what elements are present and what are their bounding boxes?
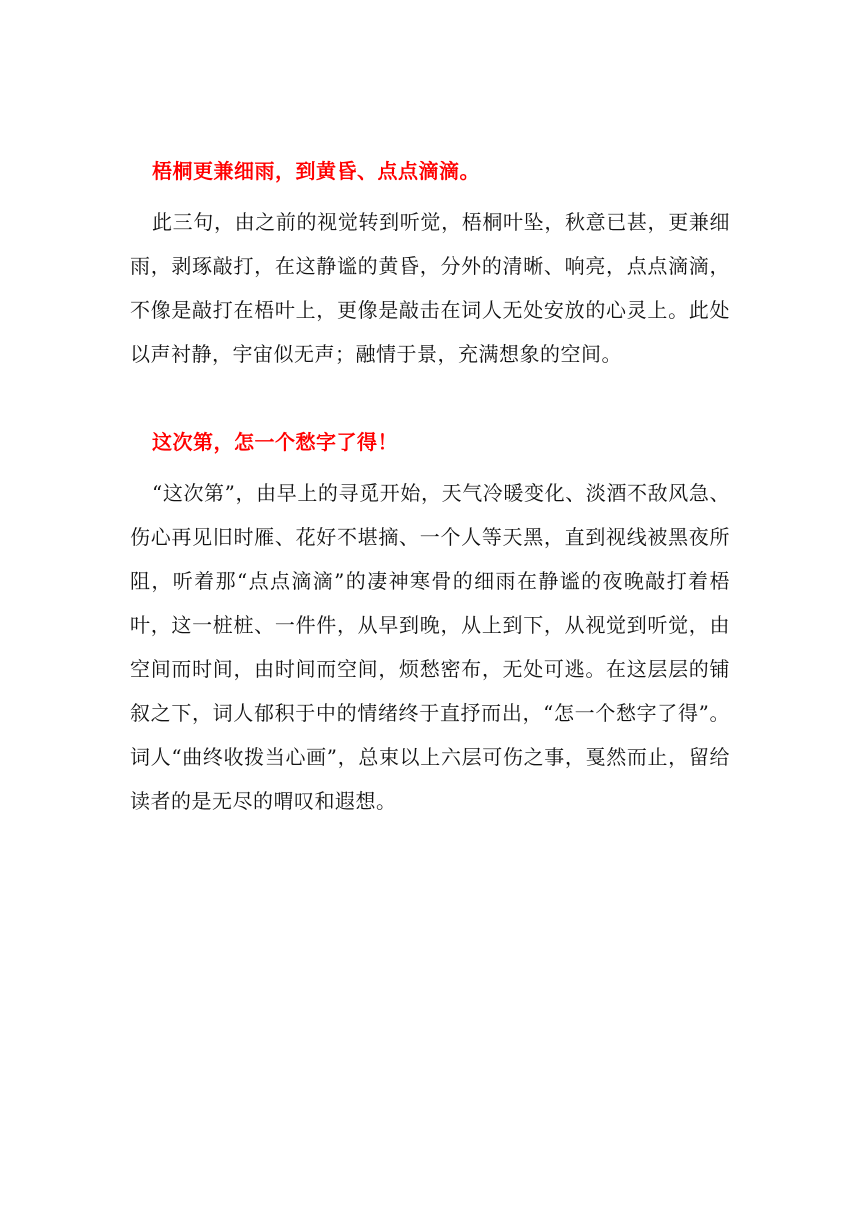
section-heading: 梧桐更兼细雨，到黄昏、点点滴滴。 (152, 159, 480, 183)
section-wutong (130, 150, 730, 376)
section-paragraph: “这次第”，由早上的寻觅开始，天气冷暖变化、淡酒不敌风急、伤心再见旧时雁、花好不堪摘、一个人等天黑，直到视线被黑夜所阻，听着那“点点滴滴”的凄神寒骨的细雨在静谧的夜晚敲打着梧叶，这一桩桩、一件件，从早到晚，从上到下，从视觉到听觉，由空间而时间，由时间而空间，烦愁密布，无处可逃。在这层层的铺叙之下，词人郁积于中的情绪终于直抒而出，“怎一个愁字了得”。词人“曲终收拨当心画”，总束以上六层可伤之事，戛然而止，留给读者的是无尽的喟叹和遐想。 (130, 481, 730, 813)
section-heading: 这次第，怎一个愁字了得！ (152, 430, 398, 454)
document-content (130, 150, 730, 823)
section-paragraph: 此三句，由之前的视觉转到听觉，梧桐叶坠，秋意已甚，更兼细雨，剥琢敲打，在这静谧的黄昏，分外的清晰、响亮，点点滴滴，不像是敲打在梧叶上，更像是敲击在词人无处安放的心灵上。此处以声衬静，宇宙似无声；融情于景，充满想象的空间。 (130, 210, 730, 366)
section-zhecidi (130, 421, 730, 823)
